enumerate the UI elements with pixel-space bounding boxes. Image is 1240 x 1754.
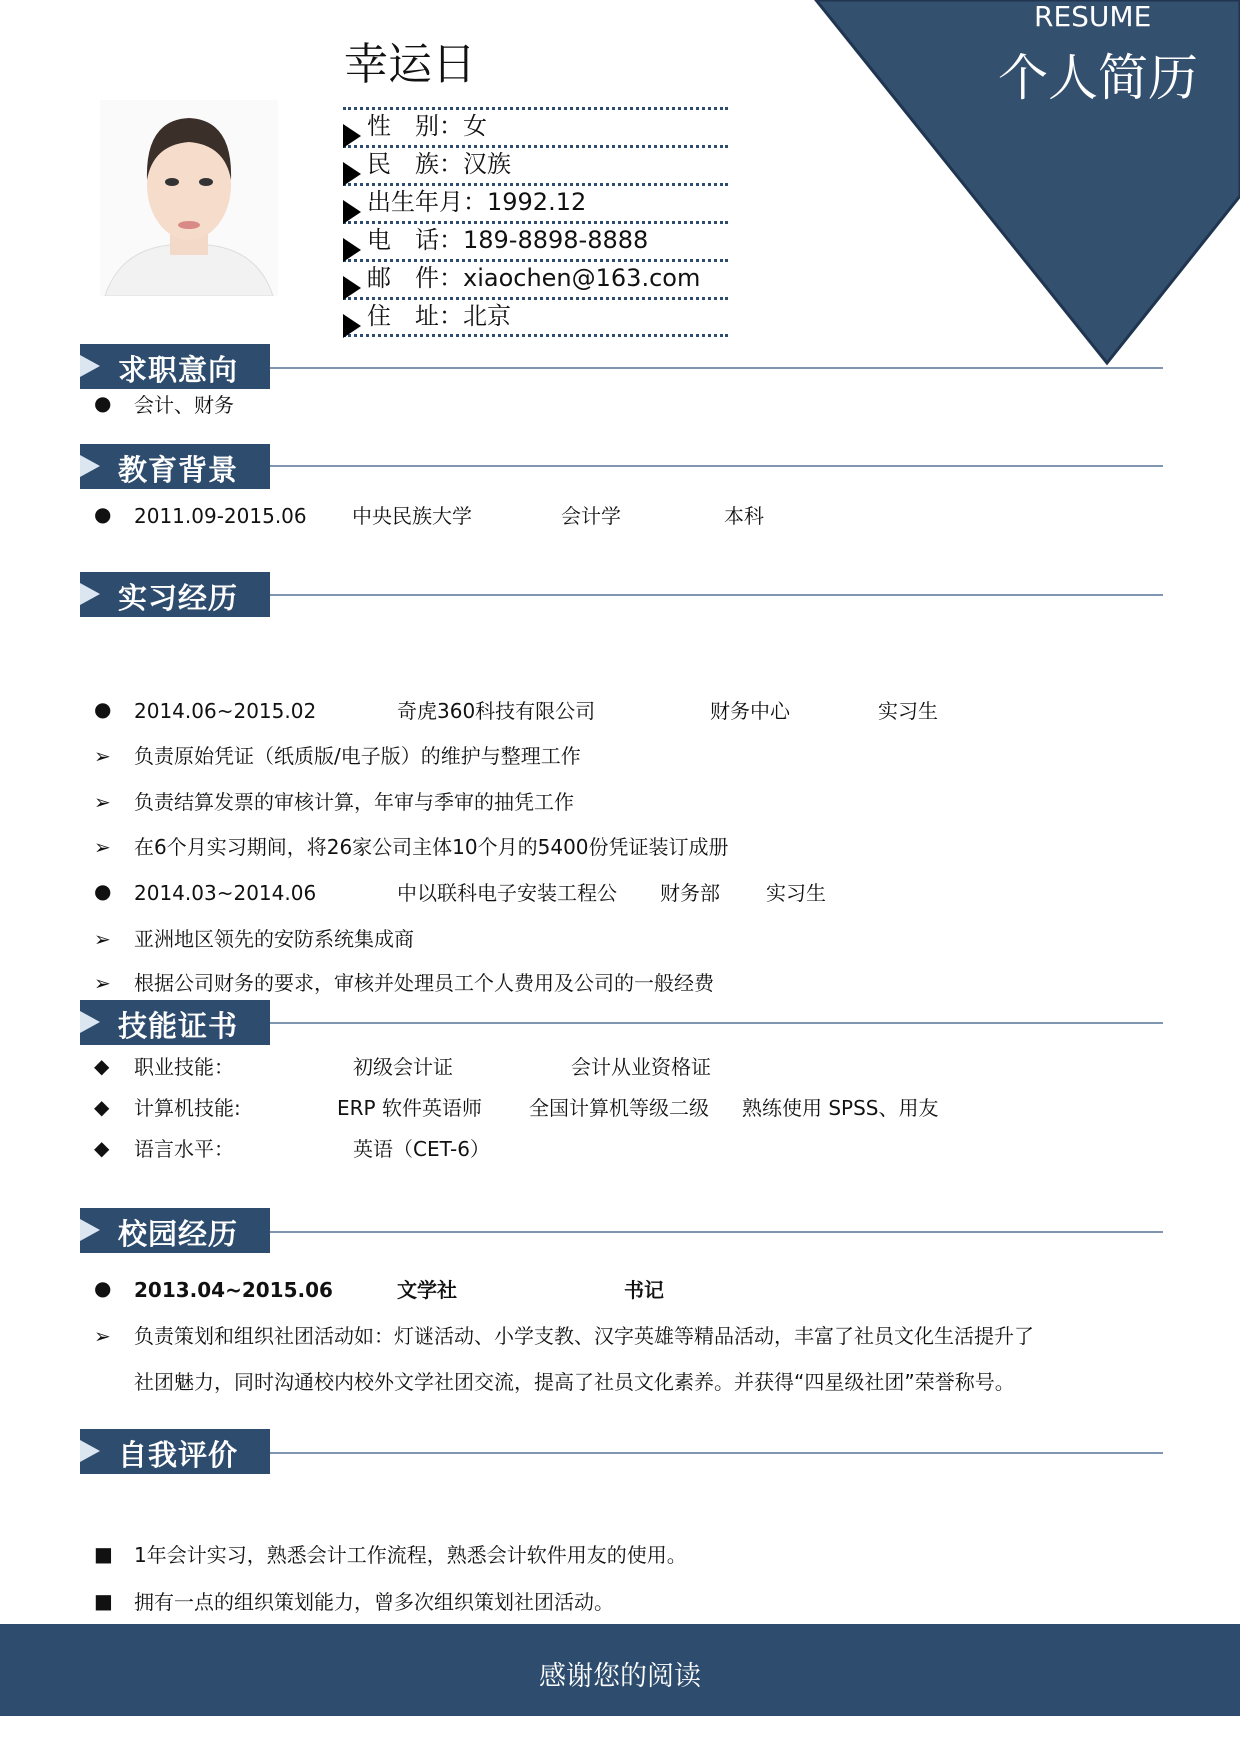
arrow-icon — [80, 1219, 100, 1241]
job2-period: 2014.03~2014.06 — [134, 881, 317, 905]
square-bullet-icon: ■ — [94, 1542, 113, 1566]
job2-duty: 亚洲地区领先的安防系统集成商 — [134, 927, 414, 951]
job2-company: 中以联科电子安装工程公 — [397, 881, 617, 905]
section-header-internship: 实习经历 — [80, 572, 270, 617]
resume-title: 个人简历 — [998, 49, 1198, 107]
objective-item: 会计、财务 — [134, 393, 234, 417]
education-period: 2011.09-2015.06 — [134, 504, 307, 528]
arrow-icon — [80, 455, 100, 477]
info-email: 邮 件：xiaochen@163.com — [343, 258, 700, 300]
skill-value: 英语（CET-6） — [353, 1137, 490, 1161]
skill-value: 初级会计证 — [353, 1055, 453, 1079]
skill-label: 职业技能： — [134, 1055, 234, 1079]
education-degree: 本科 — [724, 504, 764, 528]
job1-duty: 在6个月实习期间，将26家公司主体10个月的5400份凭证装订成册 — [134, 835, 729, 859]
bullet-icon: ● — [94, 502, 112, 526]
skill-value: ERP 软件英语师 — [337, 1096, 482, 1120]
self-evaluation-item: 拥有一点的组织策划能力，曾多次组织策划社团活动。 — [134, 1590, 614, 1614]
diamond-bullet-icon: ◆ — [94, 1095, 110, 1119]
info-birth: 出生年月：1992.12 — [343, 182, 586, 224]
education-major: 会计学 — [561, 504, 621, 528]
self-evaluation-item: 1年会计实习，熟悉会计工作流程，熟悉会计软件用友的使用。 — [134, 1543, 687, 1567]
square-bullet-icon: ■ — [94, 1589, 113, 1613]
section-header-skills: 技能证书 — [80, 1000, 270, 1045]
arrow-icon — [80, 583, 100, 605]
arrow-icon — [80, 1011, 100, 1033]
skill-value: 会计从业资格证 — [571, 1055, 711, 1079]
arrow-bullet-icon: ➢ — [94, 1324, 111, 1348]
section-header-campus: 校园经历 — [80, 1208, 270, 1253]
resume-label: RESUME — [1034, 0, 1152, 33]
arrow-icon — [80, 1440, 100, 1462]
campus-period: 2013.04~2015.06 — [134, 1278, 333, 1302]
arrow-bullet-icon: ➢ — [94, 927, 111, 951]
skill-value: 熟练使用 SPSS、用友 — [742, 1096, 939, 1120]
arrow-bullet-icon: ➢ — [94, 790, 111, 814]
info-phone: 电 话：189-8898-8888 — [343, 220, 648, 262]
campus-role: 书记 — [624, 1278, 664, 1302]
job2-duty: 根据公司财务的要求，审核并处理员工个人费用及公司的一般经费 — [134, 971, 714, 995]
info-address: 住 址：北京 — [343, 296, 511, 338]
info-gender: 性 别：女 — [343, 106, 487, 148]
job1-duty: 负责结算发票的审核计算，年审与季审的抽凭工作 — [134, 790, 574, 814]
job1-company: 奇虎360科技有限公司 — [397, 699, 596, 723]
section-line — [270, 1452, 1163, 1454]
bullet-icon: ● — [94, 879, 112, 903]
section-line — [270, 367, 1163, 369]
skill-value: 全国计算机等级二级 — [529, 1096, 709, 1120]
candidate-name: 幸运日 — [344, 39, 476, 90]
arrow-bullet-icon: ➢ — [94, 971, 111, 995]
info-ethnicity: 民 族：汉族 — [343, 144, 511, 186]
section-line — [270, 594, 1163, 596]
education-school: 中央民族大学 — [352, 504, 472, 528]
section-header-self-evaluation: 自我评价 — [80, 1429, 270, 1474]
section-header-education: 教育背景 — [80, 444, 270, 489]
job1-period: 2014.06~2015.02 — [134, 699, 317, 723]
arrow-bullet-icon: ➢ — [94, 835, 111, 859]
arrow-icon — [80, 355, 100, 377]
bullet-icon: ● — [94, 697, 112, 721]
bullet-icon: ● — [94, 1276, 112, 1300]
footer-band — [0, 1624, 1240, 1716]
section-header-objective: 求职意向 — [80, 344, 270, 389]
campus-organization: 文学社 — [397, 1278, 457, 1302]
arrow-bullet-icon: ➢ — [94, 744, 111, 768]
section-line — [270, 465, 1163, 467]
triangle-bullet-icon — [343, 314, 361, 338]
job1-role: 实习生 — [878, 699, 938, 723]
section-line — [270, 1231, 1163, 1233]
diamond-bullet-icon: ◆ — [94, 1136, 110, 1160]
campus-description: 社团魅力，同时沟通校内校外文学社团交流，提高了社员文化素养。并获得“四星级社团”荣誉称号。 — [134, 1370, 1015, 1394]
diamond-bullet-icon: ◆ — [94, 1054, 110, 1078]
skill-label: 计算机技能: — [134, 1096, 241, 1120]
job1-duty: 负责原始凭证（纸质版/电子版）的维护与整理工作 — [134, 744, 581, 768]
bullet-icon: ● — [94, 391, 112, 415]
profile-photo — [100, 100, 278, 296]
job1-department: 财务中心 — [710, 699, 790, 723]
footer-text: 感谢您的阅读 — [539, 1661, 701, 1692]
campus-description: 负责策划和组织社团活动如：灯谜活动、小学支教、汉字英雄等精品活动，丰富了社员文化生活提升了 — [134, 1324, 1034, 1348]
skill-label: 语言水平： — [134, 1137, 234, 1161]
job2-role: 实习生 — [766, 881, 826, 905]
job2-department: 财务部 — [660, 881, 720, 905]
section-line — [270, 1022, 1163, 1024]
